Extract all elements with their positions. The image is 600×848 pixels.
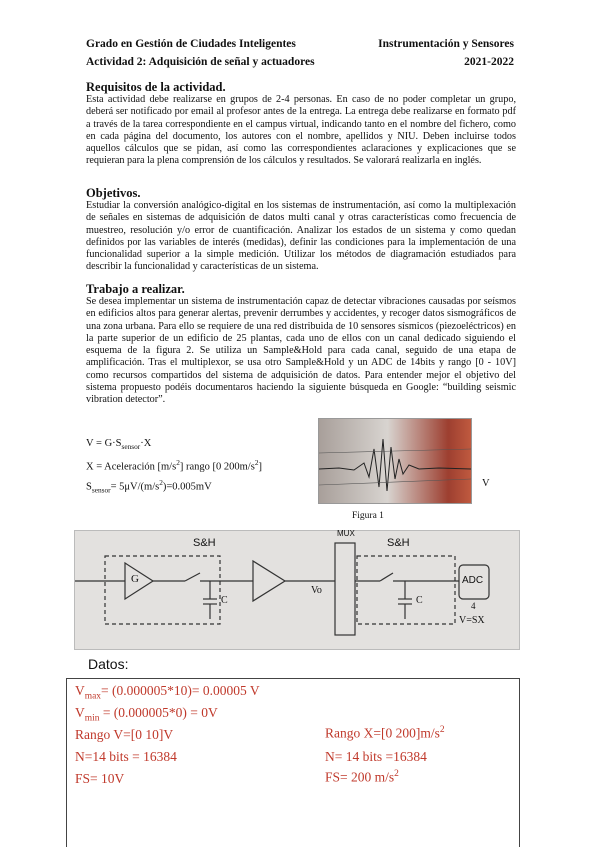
requisitos-heading: Requisitos de la actividad. — [86, 80, 226, 94]
datos-title: Datos: — [88, 656, 129, 672]
rango-v: Rango V=[0 10]V — [75, 727, 174, 742]
formula-s: $S_{sensor}= 5\mu V/(m/s^2)=0.005mV$ — [86, 478, 212, 495]
adc-label: ADC — [462, 575, 484, 586]
formula-x: X = Aceleración $[m/s^2]$ rango [0 $200m/s^2$] — [86, 458, 262, 473]
vsx-label: V=SX — [459, 615, 485, 626]
objetivos-body: Estudiar la conversión analógico-digital en los sistemas de instrumentación, así como la multiplexación de señales en sistemas de adquisición de datos multi canal y otras características como frecuencia de muestreo, resolución y/o error de cuantificación. Analizar los estados de un sistema y como quedan definidos por las variables de interés (medidas), definir las condiciones para la implementación de una funcionalidad superior a la simple medición. Utilizar los métodos de diagramación estudiados para describir la funcionalidad y características de un sistema. — [86, 200, 516, 273]
formula-v: $V = G\cdot S_{sensor}\cdot X$ — [86, 438, 152, 452]
n-right: N= 14 bits =16384 — [325, 749, 427, 764]
formula-v-right: V — [482, 478, 490, 489]
figure-1-caption: Figura 1 — [352, 511, 384, 521]
fs-left: FS= 10V — [75, 771, 125, 786]
capacitor-1-label: C — [221, 595, 228, 606]
capacitor-2-label: C — [416, 595, 423, 606]
rango-x: Rango X=[0 $200]m/s^2$ — [325, 725, 445, 741]
seismograph-photo — [318, 418, 472, 504]
fs-right: FS= 200 $m/s^2$ — [325, 769, 399, 785]
vmax-line: $V_{max}= (0.000005*10)= 0.00005$ V — [75, 683, 260, 702]
objetivos-heading: Objetivos. — [86, 186, 141, 200]
course-title: Grado en Gestión de Ciudades Inteligentes — [86, 38, 296, 50]
trabajo-body: Se desea implementar un sistema de instrumentación capaz de detectar vibraciones causadas por seísmos en edificios altos para generar alertas, prevenir derrumbes y accidentes, y recoger datos sismográficos de una zona urbana. Para ello se requiere de una red distribuida de 10 sensores sísmicos (piezoeléctricos) en la parte superior de un edificio de 25 plantas, cada uno de ellos con un canal dedicado siguiendo el esquema de la figura 2. Se utiliza un Sample&Hold para cada canal, seguido de una etapa de amplificación. Tras el multiplexor, se usa otro Sample&Hold y un ADC de 14bits y rango [0 - 10V] como recursos compartidos del sistema de adquisición de datos. Para entender mejor el objetivo del sistema propuesto podéis documentaros haciendo la siguiente búsqueda en Google: “building seismic vibration detector”. — [86, 296, 516, 406]
requisitos-body: Esta actividad debe realizarse en grupos de 2-4 personas. En caso de no poder completar un grupo, deberá ser notificado por email al profesor antes de la entrega. La entrega debe realizarse en formato pdf a través de la tarea correspondiente en el campus virtual, indicando tanto en el nombre del fichero, como en cada página del documento, los autores con el nombre, apellidos y NIU. Deben incluirse todos aquellos cálculos que se pidan, así como las correspondientes aclaraciones y explicaciones que se requieran para la plena comprensión de los cálculos y resultados. Se valorará realizarla en inglés. — [86, 94, 516, 167]
trabajo-heading: Trabajo a realizar. — [86, 282, 185, 296]
subject-title: Instrumentación y Sensores — [378, 38, 514, 50]
vmin-line: $V_{min} = (0.000005*0) = 0V$ — [75, 705, 218, 724]
datos-box — [66, 678, 520, 847]
activity-title: Actividad 2: Adquisición de señal y actuadores — [86, 56, 315, 68]
sh1-label: S&H — [193, 537, 216, 549]
n-left: N=14 bits = 16384 — [75, 749, 177, 764]
vo-label: Vo — [311, 585, 322, 596]
gain-label: G — [131, 573, 139, 585]
sh2-label: S&H — [387, 537, 410, 549]
circuit-diagram — [74, 530, 520, 650]
adc-bits-label: 4 — [471, 601, 476, 611]
mux-label: MUX — [337, 529, 355, 538]
academic-year: 2021-2022 — [464, 56, 514, 68]
